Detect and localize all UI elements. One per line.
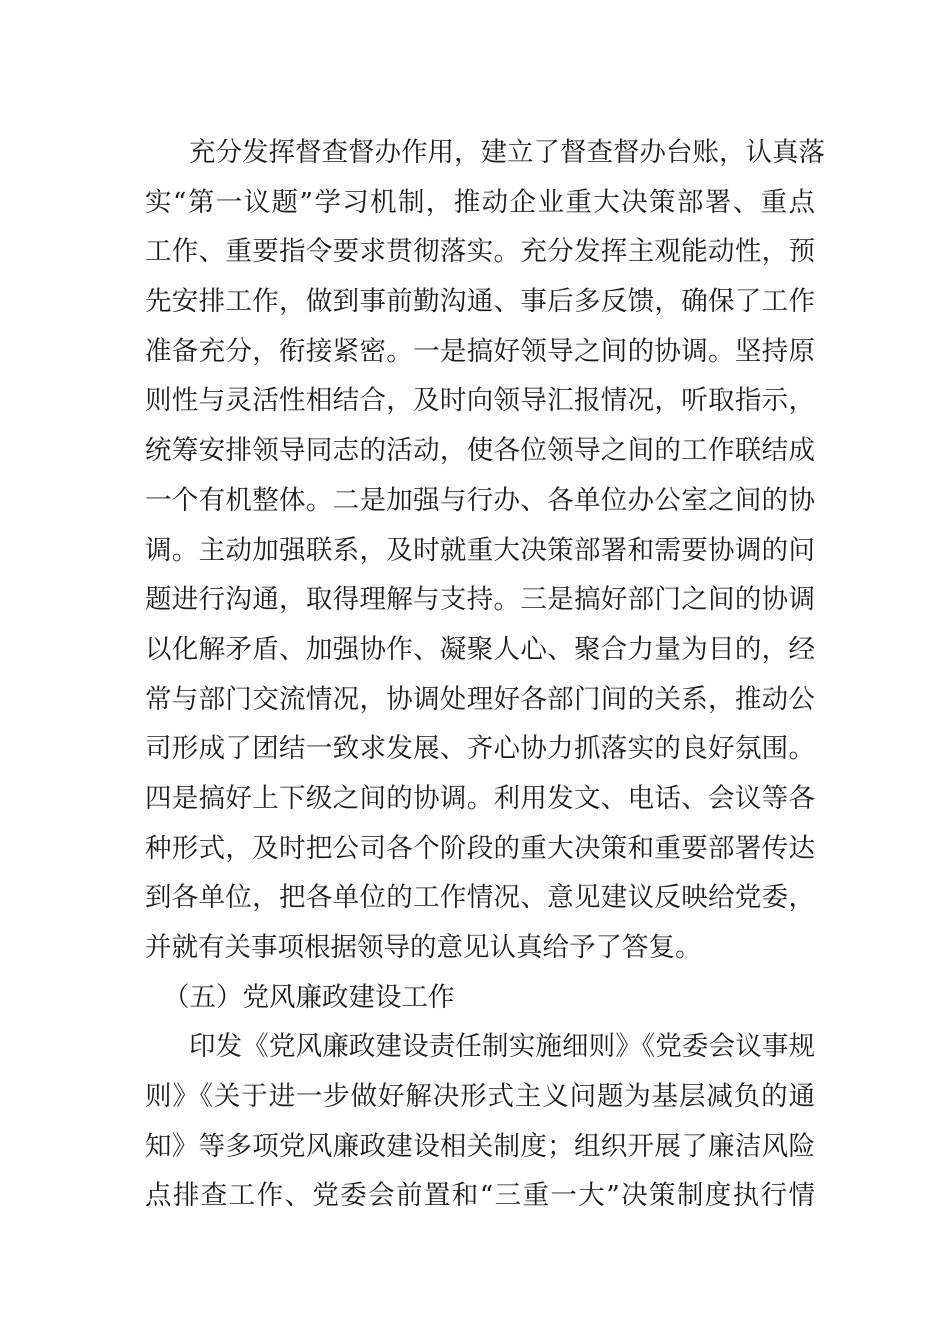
paragraph-1-line: 则性与灵活性相结合，及时向领导汇报情况，听取指示， xyxy=(145,385,815,417)
paragraph-1-line: 种形式，及时把公司各个阶段的重大决策和重要部署传达 xyxy=(145,832,815,864)
paragraph-1-line: 充分发挥督查督办作用，建立了督查督办台账，认真落 xyxy=(189,137,825,168)
paragraph-1-line: 以化解矛盾、加强协作、凝聚人心、聚合力量为目的，经 xyxy=(145,633,815,665)
paragraph-1-line: 实“第一议题”学习机制，推动企业重大决策部署、重点 xyxy=(145,186,815,218)
paragraph-1-line: 统筹安排领导同志的活动，使各位领导之间的工作联结成 xyxy=(145,435,815,467)
paragraph-1-line: 到各单位，把各单位的工作情况、意见建议反映给党委， xyxy=(145,882,815,914)
paragraph-1-line: 司形成了团结一致求发展、齐心协力抓落实的良好氛围。 xyxy=(145,733,815,765)
paragraph-2-line: 知》等多项党风廉政建设相关制度；组织开展了廉洁风险 xyxy=(145,1130,815,1162)
paragraph-1-line: 一个有机整体。二是加强与行办、各单位办公室之间的协 xyxy=(145,484,815,516)
paragraph-1-line: 题进行沟通，取得理解与支持。三是搞好部门之间的协调 xyxy=(145,584,815,616)
paragraph-1-line: 四是搞好上下级之间的协调。利用发文、电话、会议等各 xyxy=(145,782,815,814)
paragraph-1-line: 调。主动加强联系，及时就重大决策部署和需要协调的问 xyxy=(145,534,815,566)
paragraph-2-line: 则》《关于进一步做好解决形式主义问题为基层减负的通 xyxy=(145,1081,815,1113)
paragraph-2-line: 点排查工作、党委会前置和“三重一大”决策制度执行情 xyxy=(145,1180,815,1212)
paragraph-1-line: 常与部门交流情况，协调处理好各部门间的关系，推动公 xyxy=(145,683,815,715)
paragraph-1-line: 工作、重要指令要求贯彻落实。充分发挥主观能动性，预 xyxy=(145,236,815,268)
paragraph-1-line: 先安排工作，做到事前勤沟通、事后多反馈，确保了工作 xyxy=(145,286,815,318)
paragraph-1-line: 准备充分，衔接紧密。一是搞好领导之间的协调。坚持原 xyxy=(145,335,815,367)
document-body xyxy=(145,128,825,1221)
paragraph-2-line: 印发《党风廉政建设责任制实施细则》《党委会议事规 xyxy=(189,1031,815,1063)
section-heading: （五）党风廉政建设工作 xyxy=(163,981,455,1013)
paragraph-1-line: 并就有关事项根据领导的意见认真给予了答复。 xyxy=(145,932,702,963)
